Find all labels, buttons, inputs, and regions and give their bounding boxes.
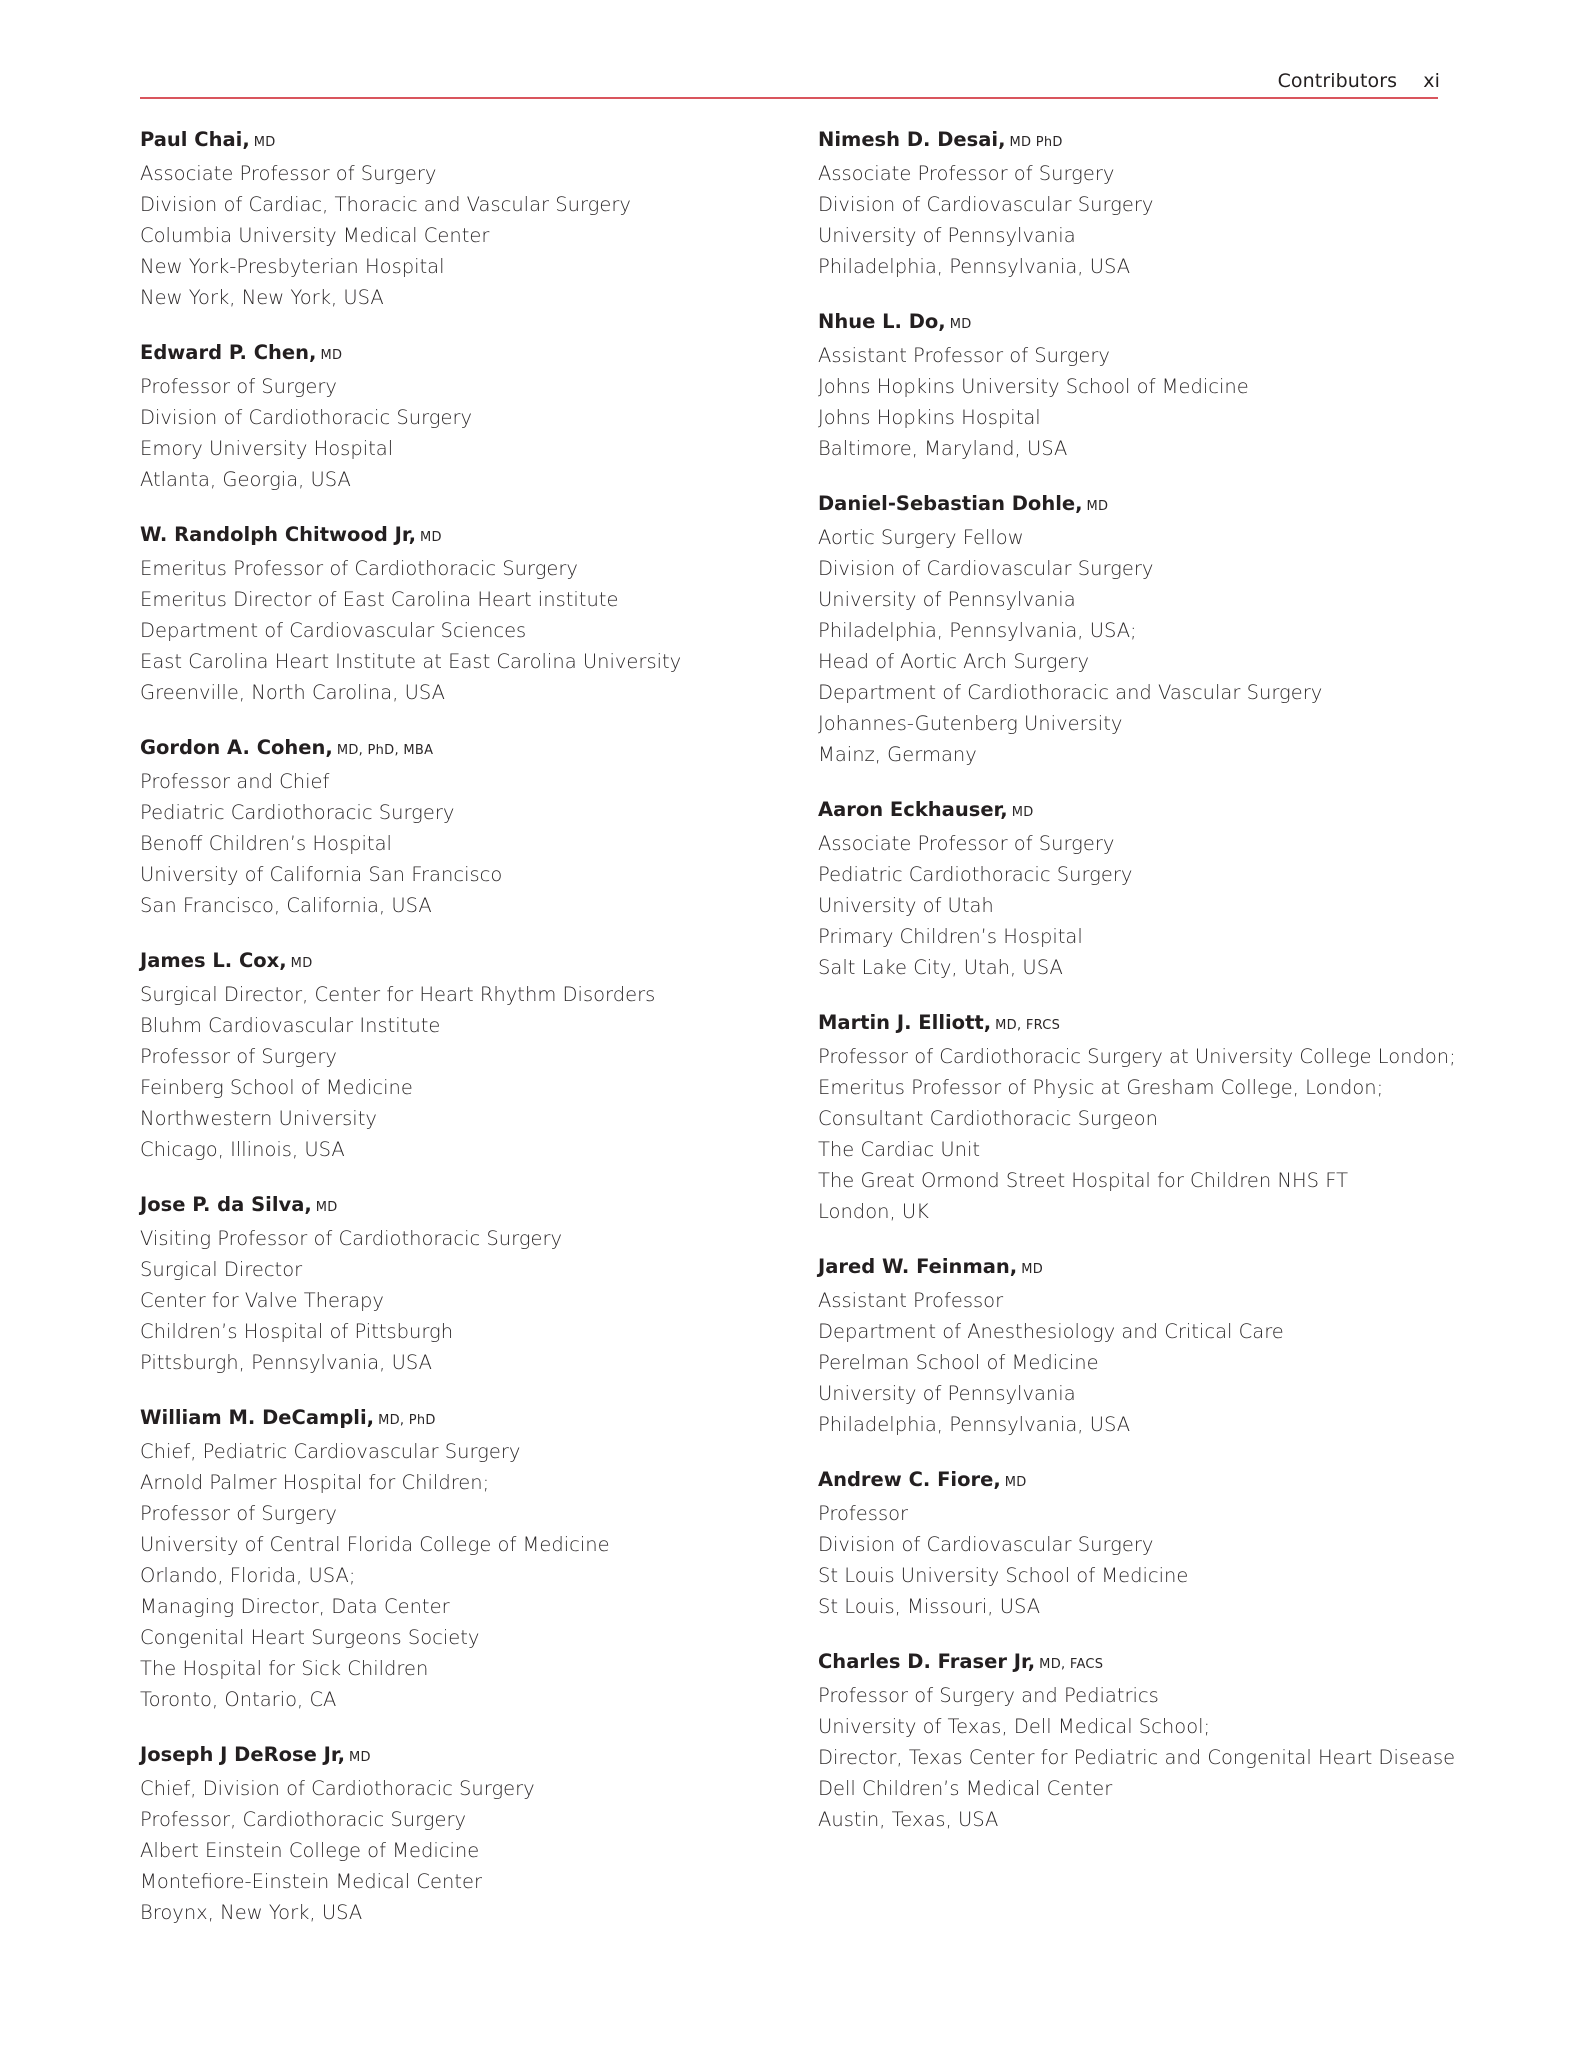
contributor-heading bbox=[818, 1646, 1458, 1680]
contributor-heading bbox=[140, 519, 780, 553]
affiliation-line: St Louis University School of Medicine bbox=[818, 1564, 1189, 1587]
contributor-credentials: MD, FRCS bbox=[995, 1018, 1061, 1033]
contributor-name: Nhue L. Do, bbox=[818, 310, 946, 333]
affiliation-line: Perelman School of Medicine bbox=[818, 1351, 1099, 1374]
affiliation-line: Primary Children’s Hospital bbox=[818, 925, 1083, 948]
contributor-entry bbox=[818, 1251, 1458, 1440]
contributor-heading bbox=[818, 1007, 1458, 1041]
contributor-entry bbox=[140, 337, 780, 495]
affiliation-line: Managing Director, Data Center bbox=[140, 1595, 450, 1618]
contributor-heading bbox=[818, 794, 1458, 828]
affiliation-line: East Carolina Heart Institute at East Carolina University bbox=[140, 650, 682, 673]
contributor-credentials: MD bbox=[315, 1200, 338, 1215]
affiliation-line: Surgical Director bbox=[140, 1258, 303, 1281]
affiliation-line: Associate Professor of Surgery bbox=[818, 832, 1115, 855]
contributor-entry bbox=[818, 306, 1458, 464]
contributor-heading bbox=[818, 306, 1458, 340]
affiliation-line: Division of Cardiovascular Surgery bbox=[818, 557, 1154, 580]
affiliation-line: Chicago, Illinois, USA bbox=[140, 1138, 345, 1161]
contributor-entry bbox=[818, 1646, 1458, 1835]
affiliation-line: Bluhm Cardiovascular Institute bbox=[140, 1014, 441, 1037]
affiliation-line: Professor and Chief bbox=[140, 770, 330, 793]
contributor-credentials: MD, PhD bbox=[378, 1413, 436, 1428]
contributor-credentials: MD bbox=[253, 135, 276, 150]
contributor-credentials: MD bbox=[1021, 1262, 1044, 1277]
affiliation-line: The Great Ormond Street Hospital for Children NHS FT bbox=[818, 1169, 1349, 1192]
contributor-credentials: MD PhD bbox=[1009, 135, 1063, 150]
contributor-credentials: MD bbox=[1086, 499, 1109, 514]
affiliation-line: Broynx, New York, USA bbox=[140, 1901, 363, 1924]
affiliation-line: Assistant Professor of Surgery bbox=[818, 344, 1110, 367]
contributor-heading bbox=[140, 1739, 780, 1773]
affiliation-line: Professor, Cardiothoracic Surgery bbox=[140, 1808, 467, 1831]
affiliation-line: Consultant Cardiothoracic Surgeon bbox=[818, 1107, 1158, 1130]
header-rule bbox=[140, 97, 1438, 99]
affiliation-line: Philadelphia, Pennsylvania, USA bbox=[818, 1413, 1131, 1436]
affiliation-line: Associate Professor of Surgery bbox=[818, 162, 1115, 185]
affiliation-line: Visiting Professor of Cardiothoracic Surgery bbox=[140, 1227, 563, 1250]
affiliation-line: Division of Cardiothoracic Surgery bbox=[140, 406, 473, 429]
contributor-heading bbox=[140, 124, 780, 158]
contributors-column-right bbox=[818, 124, 1458, 1859]
contributor-entry bbox=[818, 124, 1458, 282]
affiliation-line: Montefiore-Einstein Medical Center bbox=[140, 1870, 483, 1893]
contributor-heading bbox=[140, 945, 780, 979]
affiliation-line: Professor of Surgery bbox=[140, 1045, 337, 1068]
contributor-name: Gordon A. Cohen, bbox=[140, 736, 333, 759]
contributor-heading bbox=[140, 1402, 780, 1436]
affiliation-line: Johannes-Gutenberg University bbox=[818, 712, 1123, 735]
contributor-name: James L. Cox, bbox=[140, 949, 287, 972]
contributor-name: Edward P. Chen, bbox=[140, 341, 317, 364]
affiliation-line: University of Pennsylvania bbox=[818, 224, 1076, 247]
affiliation-line: Feinberg School of Medicine bbox=[140, 1076, 413, 1099]
affiliation-line: Northwestern University bbox=[140, 1107, 377, 1130]
affiliation-line: Mainz, Germany bbox=[818, 743, 977, 766]
contributor-credentials: MD, FACS bbox=[1039, 1657, 1104, 1672]
affiliation-line: Atlanta, Georgia, USA bbox=[140, 468, 351, 491]
affiliation-line: Division of Cardiovascular Surgery bbox=[818, 1533, 1154, 1556]
contributor-credentials: MD bbox=[290, 956, 313, 971]
affiliation-line: Benoff Children’s Hospital bbox=[140, 832, 392, 855]
affiliation-line: Department of Cardiothoracic and Vascular Surgery bbox=[818, 681, 1323, 704]
affiliation-line: Philadelphia, Pennsylvania, USA bbox=[818, 255, 1131, 278]
affiliation-line: Aortic Surgery Fellow bbox=[818, 526, 1024, 549]
affiliation-line: St Louis, Missouri, USA bbox=[818, 1595, 1041, 1618]
affiliation-line: Columbia University Medical Center bbox=[140, 224, 490, 247]
contributor-heading bbox=[818, 124, 1458, 158]
section-title: Contributors bbox=[1277, 70, 1398, 92]
contributor-entry bbox=[818, 794, 1458, 983]
contributor-entry bbox=[140, 1739, 780, 1928]
contributor-entry bbox=[140, 1402, 780, 1715]
contributor-entry bbox=[818, 488, 1458, 770]
affiliation-line: University of Texas, Dell Medical School; bbox=[818, 1715, 1211, 1738]
running-head bbox=[1278, 70, 1440, 92]
affiliation-line: Professor of Cardiothoracic Surgery at University College London; bbox=[818, 1045, 1456, 1068]
contributor-credentials: MD bbox=[1011, 805, 1034, 820]
affiliation-line: Philadelphia, Pennsylvania, USA; bbox=[818, 619, 1137, 642]
affiliation-line: Johns Hopkins Hospital bbox=[818, 406, 1041, 429]
contributor-heading bbox=[818, 1251, 1458, 1285]
affiliation-line: Orlando, Florida, USA; bbox=[140, 1564, 356, 1587]
contributor-name: Andrew C. Fiore, bbox=[818, 1468, 1001, 1491]
affiliation-line: Department of Anesthesiology and Critical Care bbox=[818, 1320, 1284, 1343]
affiliation-line: Chief, Division of Cardiothoracic Surgery bbox=[140, 1777, 535, 1800]
affiliation-line: Salt Lake City, Utah, USA bbox=[818, 956, 1063, 979]
contributors-column-left bbox=[140, 124, 780, 1952]
contributor-credentials: MD bbox=[420, 530, 442, 545]
affiliation-line: University of Pennsylvania bbox=[818, 588, 1076, 611]
affiliation-line: Center for Valve Therapy bbox=[140, 1289, 384, 1312]
affiliation-line: Division of Cardiac, Thoracic and Vascular Surgery bbox=[140, 193, 631, 216]
affiliation-line: Albert Einstein College of Medicine bbox=[140, 1839, 480, 1862]
affiliation-line: Pediatric Cardiothoracic Surgery bbox=[818, 863, 1133, 886]
affiliation-line: Division of Cardiovascular Surgery bbox=[818, 193, 1154, 216]
affiliation-line: University of Utah bbox=[818, 894, 994, 917]
affiliation-line: Professor of Surgery bbox=[140, 375, 337, 398]
affiliation-line: Johns Hopkins University School of Medicine bbox=[818, 375, 1249, 398]
affiliation-line: The Hospital for Sick Children bbox=[140, 1657, 429, 1680]
affiliation-line: Congenital Heart Surgeons Society bbox=[140, 1626, 480, 1649]
contributor-credentials: MD bbox=[1004, 1475, 1027, 1490]
contributor-entry bbox=[140, 1189, 780, 1378]
affiliation-line: Director, Texas Center for Pediatric and Congenital Heart Disease bbox=[818, 1746, 1456, 1769]
affiliation-line: Assistant Professor bbox=[818, 1289, 1004, 1312]
page-number: xi bbox=[1423, 70, 1440, 92]
affiliation-line: Chief, Pediatric Cardiovascular Surgery bbox=[140, 1440, 521, 1463]
contributor-name: Martin J. Elliott, bbox=[818, 1011, 992, 1034]
contributor-entry bbox=[140, 124, 780, 313]
affiliation-line: Professor of Surgery and Pediatrics bbox=[818, 1684, 1159, 1707]
affiliation-line: Dell Children’s Medical Center bbox=[818, 1777, 1113, 1800]
contributor-name: Joseph J DeRose Jr, bbox=[140, 1743, 346, 1766]
affiliation-line: University of Central Florida College of Medicine bbox=[140, 1533, 610, 1556]
affiliation-line: San Francisco, California, USA bbox=[140, 894, 432, 917]
affiliation-line: New York, New York, USA bbox=[140, 286, 384, 309]
contributor-heading bbox=[140, 1189, 780, 1223]
affiliation-line: Toronto, Ontario, CA bbox=[140, 1688, 337, 1711]
contributor-name: Jared W. Feinman, bbox=[818, 1255, 1018, 1278]
contributor-entry bbox=[140, 732, 780, 921]
affiliation-line: Department of Cardiovascular Sciences bbox=[140, 619, 527, 642]
affiliation-line: London, UK bbox=[818, 1200, 929, 1223]
affiliation-line: The Cardiac Unit bbox=[818, 1138, 981, 1161]
contributor-name: William M. DeCampli, bbox=[140, 1406, 375, 1429]
contributor-heading bbox=[140, 732, 780, 766]
affiliation-line: Children’s Hospital of Pittsburgh bbox=[140, 1320, 454, 1343]
contributor-name: Daniel-Sebastian Dohle, bbox=[818, 492, 1083, 515]
contributor-credentials: MD bbox=[320, 348, 343, 363]
contributor-name: Paul Chai, bbox=[140, 128, 250, 151]
contributor-name: Aaron Eckhauser, bbox=[818, 798, 1008, 821]
affiliation-line: Professor of Surgery bbox=[140, 1502, 337, 1525]
affiliation-line: Emeritus Director of East Carolina Heart institute bbox=[140, 588, 619, 611]
contributor-heading bbox=[140, 337, 780, 371]
contributor-entry bbox=[140, 519, 780, 708]
contributor-credentials: MD bbox=[949, 317, 972, 332]
affiliation-line: Pittsburgh, Pennsylvania, USA bbox=[140, 1351, 432, 1374]
contributor-name: Nimesh D. Desai, bbox=[818, 128, 1006, 151]
contributor-name: Charles D. Fraser Jr, bbox=[818, 1650, 1036, 1673]
contributor-credentials: MD, PhD, MBA bbox=[336, 743, 434, 758]
contributor-heading bbox=[818, 488, 1458, 522]
contributor-heading bbox=[818, 1464, 1458, 1498]
affiliation-line: Greenville, North Carolina, USA bbox=[140, 681, 445, 704]
affiliation-line: Baltimore, Maryland, USA bbox=[818, 437, 1068, 460]
affiliation-line: Emeritus Professor of Cardiothoracic Surgery bbox=[140, 557, 578, 580]
contributor-name: W. Randolph Chitwood Jr, bbox=[140, 523, 417, 546]
affiliation-line: University of California San Francisco bbox=[140, 863, 503, 886]
contributor-entry bbox=[818, 1464, 1458, 1622]
affiliation-line: Arnold Palmer Hospital for Children; bbox=[140, 1471, 490, 1494]
affiliation-line: New York-Presbyterian Hospital bbox=[140, 255, 445, 278]
affiliation-line: Pediatric Cardiothoracic Surgery bbox=[140, 801, 455, 824]
affiliation-line: Surgical Director, Center for Heart Rhythm Disorders bbox=[140, 983, 656, 1006]
contributor-entry bbox=[140, 945, 780, 1165]
contributor-credentials: MD bbox=[349, 1750, 371, 1765]
affiliation-line: University of Pennsylvania bbox=[818, 1382, 1076, 1405]
affiliation-line: Head of Aortic Arch Surgery bbox=[818, 650, 1089, 673]
affiliation-line: Professor bbox=[818, 1502, 909, 1525]
affiliation-line: Emory University Hospital bbox=[140, 437, 394, 460]
affiliation-line: Associate Professor of Surgery bbox=[140, 162, 437, 185]
affiliation-line: Emeritus Professor of Physic at Gresham College, London; bbox=[818, 1076, 1384, 1099]
affiliation-line: Austin, Texas, USA bbox=[818, 1808, 999, 1831]
contributor-name: Jose P. da Silva, bbox=[140, 1193, 312, 1216]
contributor-entry bbox=[818, 1007, 1458, 1227]
